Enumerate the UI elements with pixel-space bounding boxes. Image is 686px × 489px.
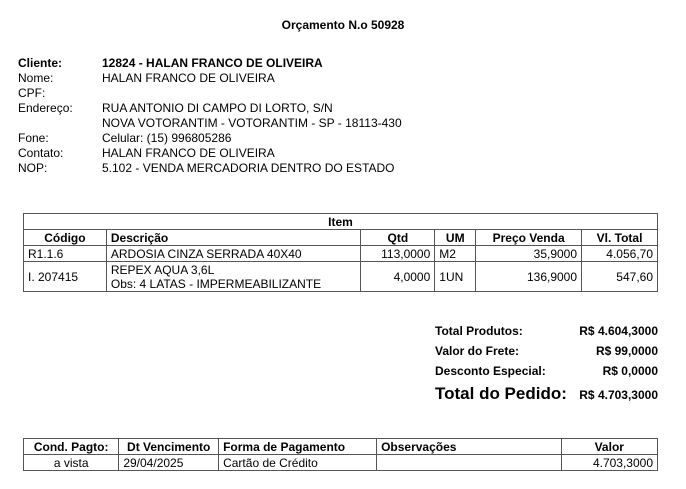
payment-vencimento: 29/04/2025: [119, 455, 219, 471]
header-observacoes: Observações: [377, 439, 561, 455]
items-table: [23, 213, 658, 292]
phone-label: Fone:: [18, 131, 49, 145]
item-descricao: REPEX AQUA 3,6L: [110, 262, 215, 277]
header-descricao: Descrição: [106, 230, 361, 246]
total-pedido-label: Total do Pedido:: [435, 384, 567, 403]
name-value: HALAN FRANCO DE OLIVEIRA: [102, 71, 275, 85]
item-qtd: 113,0000: [361, 246, 435, 262]
client-value: 12824 - HALAN FRANCO DE OLIVEIRA: [102, 56, 323, 70]
desconto-label: Desconto Especial:: [435, 364, 546, 378]
total-pedido-row: [435, 384, 658, 408]
item-codigo: R1.1.6: [24, 246, 107, 262]
header-codigo: Código: [24, 230, 107, 246]
item-total: 547,60: [582, 262, 658, 292]
page-title: Orçamento N.o 50928: [281, 18, 405, 32]
item-descricao: ARDOSIA CINZA SERRADA 40X40: [106, 246, 361, 262]
item-preco: 136,9000: [476, 262, 582, 292]
header-vencimento: Dt Vencimento: [119, 439, 219, 455]
phone-value: Celular: (15) 996805286: [102, 131, 232, 145]
payment-valor: 4.703,3000: [561, 455, 657, 471]
desconto-row: [435, 364, 658, 384]
valor-frete-row: [435, 344, 658, 364]
valor-frete-label: Valor do Frete:: [435, 344, 520, 358]
header-forma-pagamento: Forma de Pagamento: [219, 439, 377, 455]
items-section-title: Item: [24, 214, 658, 230]
item-um: 1UN: [435, 262, 476, 292]
total-produtos-value: R$ 4.604,3000: [579, 324, 658, 338]
total-produtos-row: [435, 324, 658, 344]
desconto-value: R$ 0,0000: [602, 364, 658, 378]
total-pedido-value: R$ 4.703,3000: [579, 388, 658, 402]
item-total: 4.056,70: [582, 246, 658, 262]
header-valor: Valor: [561, 439, 657, 455]
payment-forma: Cartão de Crédito: [219, 455, 377, 471]
item-descricao-cell: [106, 262, 361, 292]
payment-header-row: [24, 439, 658, 455]
address-label: Endereço:: [18, 101, 73, 115]
item-codigo: I. 207415: [24, 262, 107, 292]
name-label: Nome:: [18, 71, 54, 85]
cpf-label: CPF:: [18, 86, 46, 100]
payment-obs: [377, 455, 561, 471]
nop-label: NOP:: [18, 161, 48, 175]
contact-label: Contato:: [18, 146, 64, 160]
address-line-1: RUA ANTONIO DI CAMPO DI LORTO, S/N: [102, 101, 333, 115]
table-row: [24, 246, 658, 262]
item-qtd: 4,0000: [361, 262, 435, 292]
valor-frete-value: R$ 99,0000: [595, 344, 658, 358]
client-label: Cliente:: [18, 56, 63, 70]
header-cond-pagto: Cond. Pagto:: [24, 439, 119, 455]
nop-value: 5.102 - VENDA MERCADORIA DENTRO DO ESTADO: [102, 161, 395, 175]
address-line-2: NOVA VOTORANTIM - VOTORANTIM - SP - 18113-430: [102, 116, 402, 130]
header-qtd: Qtd: [361, 230, 435, 246]
payment-table: [23, 438, 658, 471]
total-produtos-label: Total Produtos:: [435, 324, 523, 338]
header-total: Vl. Total: [582, 230, 658, 246]
item-preco: 35,9000: [476, 246, 582, 262]
payment-cond: a vista: [24, 455, 119, 471]
item-um: M2: [435, 246, 476, 262]
item-obs: Obs: 4 LATAS - IMPERMEABILIZANTE: [110, 276, 322, 291]
items-section-row: [24, 214, 658, 230]
table-row: [24, 262, 658, 292]
items-header-row: [24, 230, 658, 246]
table-row: [24, 455, 658, 471]
totals-block: [435, 324, 658, 408]
contact-value: HALAN FRANCO DE OLIVEIRA: [102, 146, 275, 160]
header-um: UM: [435, 230, 476, 246]
header-preco: Preço Venda: [476, 230, 582, 246]
